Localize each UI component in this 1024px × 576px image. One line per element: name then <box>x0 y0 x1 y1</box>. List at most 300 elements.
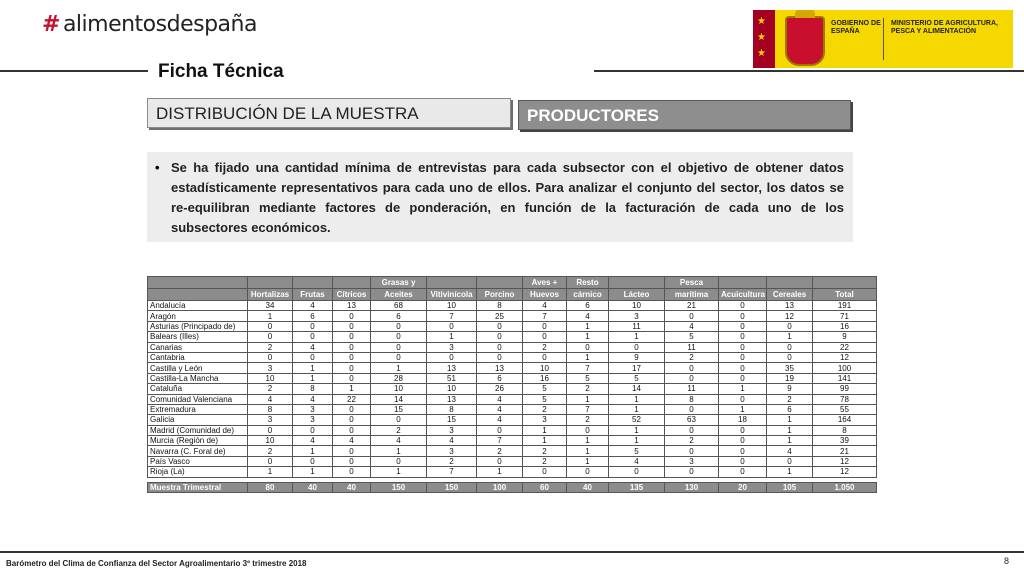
value-cell: 1 <box>248 311 293 321</box>
value-cell: 13 <box>333 301 371 311</box>
value-cell: 0 <box>665 425 719 435</box>
alimentos-de-espana-logo <box>42 12 257 37</box>
total-value-cell: 105 <box>767 482 813 492</box>
value-cell: 5 <box>665 332 719 342</box>
section-label: DISTRIBUCIÓN DE LA MUESTRA <box>156 104 419 123</box>
value-cell: 12 <box>813 467 877 477</box>
value-cell: 63 <box>665 415 719 425</box>
table-header-top-cell: Pesca <box>665 277 719 289</box>
value-cell: 0 <box>427 321 477 331</box>
value-cell: 6 <box>293 311 333 321</box>
value-cell: 5 <box>609 373 665 383</box>
value-cell: 13 <box>427 363 477 373</box>
region-cell: Cantabria <box>148 352 248 362</box>
value-cell: 11 <box>665 384 719 394</box>
value-cell: 2 <box>767 394 813 404</box>
region-cell: Andalucía <box>148 301 248 311</box>
value-cell: 1 <box>609 436 665 446</box>
star-icon: ★ <box>757 48 766 59</box>
value-cell: 10 <box>523 363 567 373</box>
value-cell: 3 <box>248 363 293 373</box>
value-cell: 0 <box>719 321 767 331</box>
value-cell: 0 <box>477 352 523 362</box>
value-cell: 8 <box>248 404 293 414</box>
value-cell: 1 <box>609 394 665 404</box>
value-cell: 2 <box>371 425 427 435</box>
value-cell: 1 <box>767 467 813 477</box>
value-cell: 1 <box>371 467 427 477</box>
value-cell: 0 <box>333 425 371 435</box>
table-header-cell <box>148 289 248 301</box>
value-cell: 99 <box>813 384 877 394</box>
region-cell: Cataluña <box>148 384 248 394</box>
value-cell: 1 <box>523 425 567 435</box>
value-cell: 4 <box>333 436 371 446</box>
value-cell: 0 <box>719 373 767 383</box>
value-cell: 0 <box>767 321 813 331</box>
value-cell: 10 <box>609 301 665 311</box>
table-header-top-cell <box>148 277 248 289</box>
value-cell: 0 <box>567 425 609 435</box>
value-cell: 4 <box>767 446 813 456</box>
value-cell: 1 <box>767 436 813 446</box>
value-cell: 0 <box>719 425 767 435</box>
value-cell: 0 <box>719 332 767 342</box>
value-cell: 0 <box>248 456 293 466</box>
value-cell: 0 <box>293 456 333 466</box>
value-cell: 4 <box>665 321 719 331</box>
value-cell: 0 <box>719 363 767 373</box>
value-cell: 19 <box>767 373 813 383</box>
value-cell: 35 <box>767 363 813 373</box>
bullet-icon: • <box>155 160 160 175</box>
region-cell: Balears (Illes) <box>148 332 248 342</box>
logo-hash-icon: # <box>42 12 60 37</box>
value-cell: 0 <box>333 456 371 466</box>
value-cell: 0 <box>293 425 333 435</box>
value-cell: 4 <box>293 436 333 446</box>
value-cell: 1 <box>609 332 665 342</box>
value-cell: 4 <box>609 456 665 466</box>
table-row <box>148 352 877 362</box>
value-cell: 7 <box>427 311 477 321</box>
value-cell: 3 <box>427 425 477 435</box>
value-cell: 1 <box>293 363 333 373</box>
table-header-cell: marítima <box>665 289 719 301</box>
table-row <box>148 415 877 425</box>
value-cell: 100 <box>813 363 877 373</box>
value-cell: 13 <box>767 301 813 311</box>
value-cell: 8 <box>813 425 877 435</box>
total-value-cell: 40 <box>333 482 371 492</box>
value-cell: 9 <box>767 384 813 394</box>
table-header-cell: cárnico <box>567 289 609 301</box>
value-cell: 0 <box>665 373 719 383</box>
value-cell: 0 <box>719 456 767 466</box>
table-header-top-cell: Grasas y <box>371 277 427 289</box>
total-value-cell: 100 <box>477 482 523 492</box>
value-cell: 15 <box>371 404 427 414</box>
value-cell: 2 <box>248 446 293 456</box>
value-cell: 1 <box>609 425 665 435</box>
value-cell: 0 <box>719 436 767 446</box>
value-cell: 191 <box>813 301 877 311</box>
value-cell: 6 <box>371 311 427 321</box>
value-cell: 0 <box>248 332 293 342</box>
value-cell: 2 <box>665 352 719 362</box>
value-cell: 10 <box>427 384 477 394</box>
value-cell: 10 <box>371 384 427 394</box>
value-cell: 9 <box>609 352 665 362</box>
value-cell: 0 <box>293 332 333 342</box>
value-cell: 0 <box>609 467 665 477</box>
value-cell: 52 <box>609 415 665 425</box>
table-header-top-cell <box>719 277 767 289</box>
value-cell: 0 <box>371 415 427 425</box>
value-cell: 1 <box>719 404 767 414</box>
table-header-top-cell <box>248 277 293 289</box>
region-cell: Comunidad Valenciana <box>148 394 248 404</box>
value-cell: 1 <box>567 352 609 362</box>
total-value-cell: 1.050 <box>813 482 877 492</box>
value-cell: 3 <box>609 311 665 321</box>
value-cell: 0 <box>293 321 333 331</box>
value-cell: 55 <box>813 404 877 414</box>
value-cell: 13 <box>477 363 523 373</box>
value-cell: 2 <box>523 446 567 456</box>
value-cell: 1 <box>371 446 427 456</box>
value-cell: 0 <box>333 404 371 414</box>
value-cell: 28 <box>371 373 427 383</box>
value-cell: 9 <box>813 332 877 342</box>
value-cell: 0 <box>523 321 567 331</box>
total-value-cell: 20 <box>719 482 767 492</box>
value-cell: 6 <box>767 404 813 414</box>
table-row <box>148 394 877 404</box>
table-header-top-cell: Resto <box>567 277 609 289</box>
footer-rule <box>0 551 1024 553</box>
table-header-top-cell: Aves + <box>523 277 567 289</box>
value-cell: 1 <box>293 373 333 383</box>
value-cell: 6 <box>567 301 609 311</box>
table-total-row <box>148 482 877 492</box>
value-cell: 10 <box>427 301 477 311</box>
value-cell: 2 <box>248 384 293 394</box>
value-cell: 6 <box>477 373 523 383</box>
total-label-cell: Muestra Trimestral <box>148 482 248 492</box>
value-cell: 0 <box>333 373 371 383</box>
region-cell: Navarra (C. Foral de) <box>148 446 248 456</box>
value-cell: 0 <box>333 321 371 331</box>
value-cell: 0 <box>719 311 767 321</box>
value-cell: 3 <box>523 415 567 425</box>
table-row <box>148 404 877 414</box>
value-cell: 11 <box>609 321 665 331</box>
total-value-cell: 40 <box>293 482 333 492</box>
value-cell: 8 <box>293 384 333 394</box>
table-row <box>148 321 877 331</box>
value-cell: 15 <box>427 415 477 425</box>
value-cell: 78 <box>813 394 877 404</box>
value-cell: 1 <box>719 384 767 394</box>
value-cell: 0 <box>665 446 719 456</box>
table-header-cell: Lácteo <box>609 289 665 301</box>
value-cell: 10 <box>248 373 293 383</box>
value-cell: 12 <box>813 456 877 466</box>
value-cell: 68 <box>371 301 427 311</box>
star-icon: ★ <box>757 16 766 27</box>
value-cell: 7 <box>477 436 523 446</box>
region-cell: Asturias (Principado de) <box>148 321 248 331</box>
gov-name: GOBIERNO DE ESPAÑA <box>831 20 881 35</box>
gov-divider <box>883 18 884 60</box>
value-cell: 0 <box>665 363 719 373</box>
value-cell: 51 <box>427 373 477 383</box>
table-row <box>148 311 877 321</box>
value-cell: 1 <box>567 456 609 466</box>
table-header-top-cell <box>813 277 877 289</box>
value-cell: 0 <box>477 321 523 331</box>
value-cell: 1 <box>567 332 609 342</box>
value-cell: 0 <box>248 425 293 435</box>
value-cell: 22 <box>333 394 371 404</box>
value-cell: 3 <box>427 446 477 456</box>
value-cell: 4 <box>293 301 333 311</box>
value-cell: 3 <box>665 456 719 466</box>
value-cell: 2 <box>477 446 523 456</box>
section-sub-label: PRODUCTORES <box>527 106 659 125</box>
value-cell: 0 <box>665 404 719 414</box>
footer-text: Barómetro del Clima de Confianza del Sector Agroalimentario 3º trimestre 2018 <box>6 559 307 568</box>
value-cell: 4 <box>477 404 523 414</box>
value-cell: 0 <box>767 342 813 352</box>
value-cell: 4 <box>427 436 477 446</box>
value-cell: 34 <box>248 301 293 311</box>
value-cell: 16 <box>523 373 567 383</box>
value-cell: 4 <box>371 436 427 446</box>
value-cell: 18 <box>719 415 767 425</box>
value-cell: 0 <box>371 321 427 331</box>
coat-of-arms-icon <box>785 16 825 66</box>
value-cell: 25 <box>477 311 523 321</box>
value-cell: 10 <box>248 436 293 446</box>
value-cell: 16 <box>813 321 877 331</box>
section-label-box <box>147 98 511 128</box>
value-cell: 2 <box>248 342 293 352</box>
table-row <box>148 301 877 311</box>
value-cell: 1 <box>567 321 609 331</box>
value-cell: 0 <box>371 456 427 466</box>
table-row <box>148 446 877 456</box>
table-header-cell: Cereales <box>767 289 813 301</box>
value-cell: 1 <box>293 467 333 477</box>
value-cell: 2 <box>523 456 567 466</box>
value-cell: 1 <box>567 394 609 404</box>
table-header-top-row <box>148 277 877 289</box>
region-cell: País Vasco <box>148 456 248 466</box>
flag-stripe <box>753 10 775 68</box>
value-cell: 4 <box>523 301 567 311</box>
value-cell: 0 <box>248 321 293 331</box>
value-cell: 0 <box>333 467 371 477</box>
value-cell: 1 <box>477 467 523 477</box>
region-cell: Aragón <box>148 311 248 321</box>
government-logo <box>753 10 1013 68</box>
value-cell: 0 <box>567 342 609 352</box>
value-cell: 5 <box>567 373 609 383</box>
value-cell: 0 <box>333 446 371 456</box>
value-cell: 0 <box>523 332 567 342</box>
value-cell: 4 <box>293 342 333 352</box>
methodology-note <box>147 152 853 242</box>
value-cell: 7 <box>567 404 609 414</box>
ministry-name: MINISTERIO DE AGRICULTURA, PESCA Y ALIMENTACIÓN <box>891 20 998 35</box>
table-header-cell: Aceites <box>371 289 427 301</box>
table-header-top-cell <box>427 277 477 289</box>
logo-text: alimentosdespaña <box>62 12 257 37</box>
value-cell: 4 <box>477 394 523 404</box>
value-cell: 0 <box>767 352 813 362</box>
region-cell: Canarias <box>148 342 248 352</box>
value-cell: 0 <box>333 332 371 342</box>
value-cell: 4 <box>248 394 293 404</box>
value-cell: 0 <box>567 467 609 477</box>
table-header-top-cell <box>767 277 813 289</box>
value-cell: 0 <box>609 342 665 352</box>
total-value-cell: 135 <box>609 482 665 492</box>
table-row <box>148 425 877 435</box>
region-cell: Murcia (Región de) <box>148 436 248 446</box>
value-cell: 21 <box>813 446 877 456</box>
value-cell: 7 <box>523 311 567 321</box>
total-value-cell: 60 <box>523 482 567 492</box>
value-cell: 2 <box>567 384 609 394</box>
value-cell: 2 <box>567 415 609 425</box>
table-header-top-cell <box>477 277 523 289</box>
value-cell: 21 <box>665 301 719 311</box>
table-row <box>148 342 877 352</box>
value-cell: 1 <box>523 436 567 446</box>
header-rule-right <box>594 70 1024 72</box>
value-cell: 0 <box>371 332 427 342</box>
table-header-cell: Vitivinícola <box>427 289 477 301</box>
value-cell: 1 <box>567 446 609 456</box>
value-cell: 4 <box>293 394 333 404</box>
value-cell: 1 <box>567 436 609 446</box>
value-cell: 3 <box>248 415 293 425</box>
value-cell: 7 <box>567 363 609 373</box>
value-cell: 1 <box>767 332 813 342</box>
value-cell: 2 <box>427 456 477 466</box>
value-cell: 8 <box>665 394 719 404</box>
value-cell: 0 <box>477 425 523 435</box>
value-cell: 71 <box>813 311 877 321</box>
value-cell: 1 <box>767 425 813 435</box>
region-cell: Rioja (La) <box>148 467 248 477</box>
table-row <box>148 363 877 373</box>
value-cell: 3 <box>293 404 333 414</box>
value-cell: 2 <box>523 342 567 352</box>
value-cell: 1 <box>767 415 813 425</box>
sample-distribution-table <box>147 276 877 493</box>
value-cell: 0 <box>293 352 333 362</box>
value-cell: 8 <box>477 301 523 311</box>
value-cell: 5 <box>523 384 567 394</box>
table-header-cell: Hortalizas <box>248 289 293 301</box>
page-number: 8 <box>1004 556 1010 566</box>
value-cell: 2 <box>665 436 719 446</box>
value-cell: 14 <box>371 394 427 404</box>
value-cell: 0 <box>371 342 427 352</box>
table-header-cell: Porcino <box>477 289 523 301</box>
header-rule-left <box>0 70 148 72</box>
value-cell: 0 <box>719 352 767 362</box>
value-cell: 39 <box>813 436 877 446</box>
table-header-cell: Frutas <box>293 289 333 301</box>
table-header-top-cell <box>333 277 371 289</box>
region-cell: Galicia <box>148 415 248 425</box>
value-cell: 0 <box>523 467 567 477</box>
star-icon: ★ <box>757 32 766 43</box>
value-cell: 0 <box>248 352 293 362</box>
region-cell: Madrid (Comunidad de) <box>148 425 248 435</box>
table-row <box>148 436 877 446</box>
total-value-cell: 80 <box>248 482 293 492</box>
table-header-cell: Total <box>813 289 877 301</box>
value-cell: 0 <box>333 342 371 352</box>
region-cell: Extremadura <box>148 404 248 414</box>
region-cell: Castilla y León <box>148 363 248 373</box>
value-cell: 1 <box>248 467 293 477</box>
value-cell: 0 <box>665 467 719 477</box>
value-cell: 0 <box>767 456 813 466</box>
note-text: Se ha fijado una cantidad mínima de entrevistas para cada subsector con el objetivo de obtener datos estadísticamente representativos para cada uno de ellos. Para analizar el conjunto del sector, los datos se re-equilibran mediante factores de ponderación, en función de la facturación de cada uno de los subsectores económicos. <box>171 160 844 235</box>
region-cell: Castilla-La Mancha <box>148 373 248 383</box>
table-header-cell: Acuicultura <box>719 289 767 301</box>
value-cell: 22 <box>813 342 877 352</box>
table-header-top-cell <box>293 277 333 289</box>
table-row <box>148 332 877 342</box>
value-cell: 0 <box>719 394 767 404</box>
value-cell: 13 <box>427 394 477 404</box>
value-cell: 4 <box>477 415 523 425</box>
section-sub-label-box <box>518 100 851 130</box>
value-cell: 0 <box>719 446 767 456</box>
table-row <box>148 456 877 466</box>
total-value-cell: 150 <box>371 482 427 492</box>
value-cell: 3 <box>427 342 477 352</box>
page-title: Ficha Técnica <box>158 61 284 82</box>
value-cell: 0 <box>719 467 767 477</box>
table-row <box>148 467 877 477</box>
total-value-cell: 40 <box>567 482 609 492</box>
value-cell: 1 <box>371 363 427 373</box>
value-cell: 0 <box>427 352 477 362</box>
value-cell: 11 <box>665 342 719 352</box>
table-header-cell: Huevos <box>523 289 567 301</box>
value-cell: 0 <box>719 301 767 311</box>
value-cell: 0 <box>523 352 567 362</box>
value-cell: 2 <box>523 404 567 414</box>
value-cell: 0 <box>665 311 719 321</box>
table-header-top-cell <box>609 277 665 289</box>
crown-icon <box>795 10 815 18</box>
value-cell: 7 <box>427 467 477 477</box>
value-cell: 1 <box>609 404 665 414</box>
value-cell: 0 <box>333 352 371 362</box>
value-cell: 1 <box>293 446 333 456</box>
value-cell: 14 <box>609 384 665 394</box>
